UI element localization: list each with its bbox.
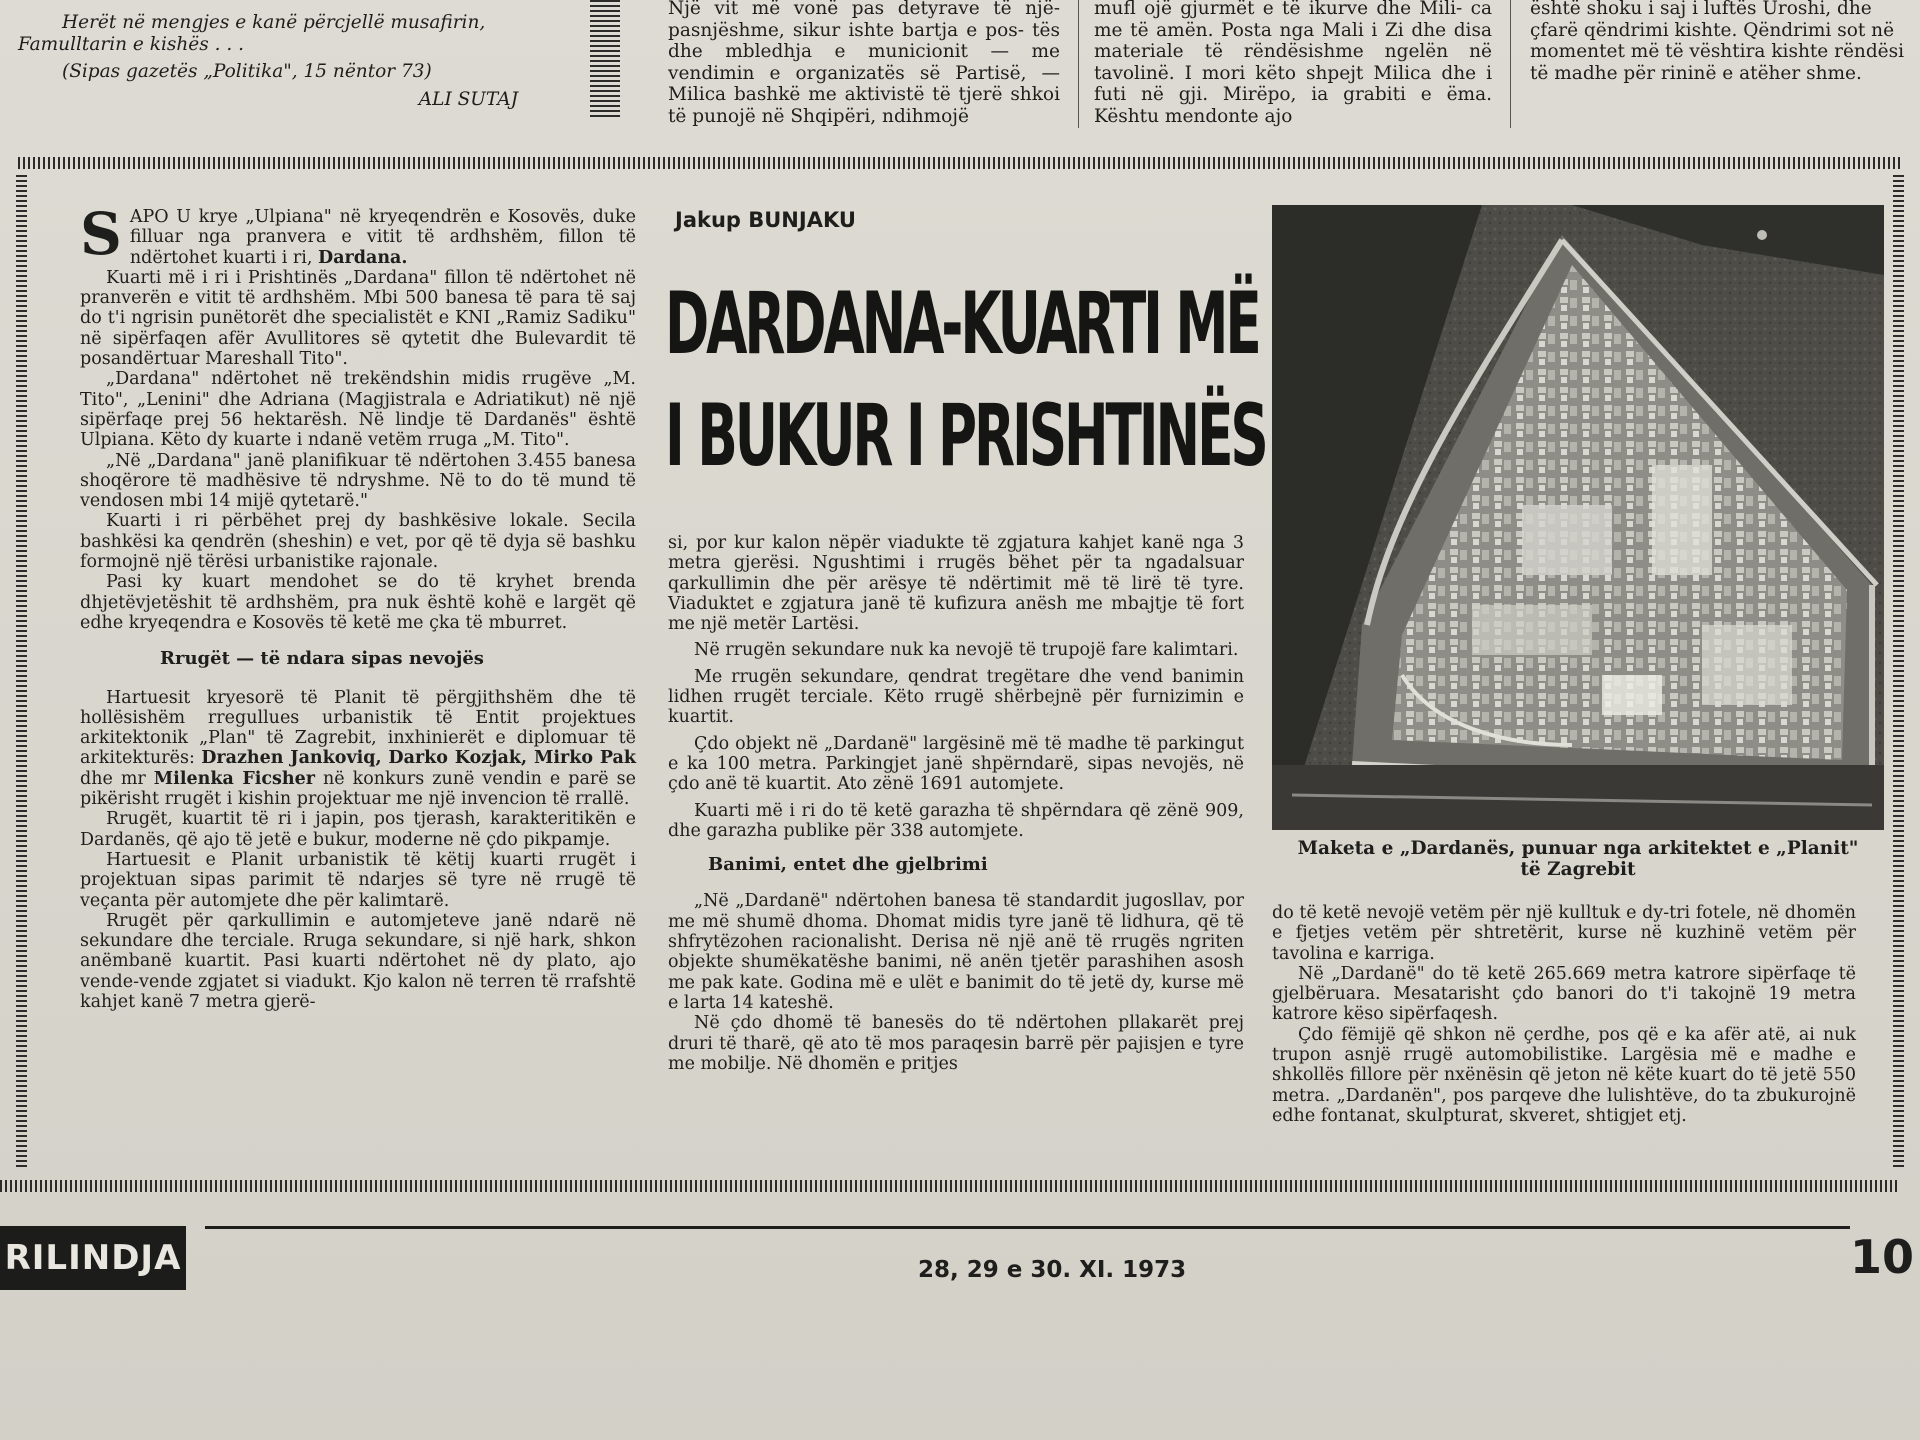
col2-paragraph: Çdo objekt në „Dardanë" largësinë më të madhe të parkingut e ka 100 metra. Parkingjet janë shpërndarë, sipas nevojës, në çdo anë të kuartit. Ato zënë 1691 automjete. [668, 733, 1244, 795]
col2-paragraph: „Në „Dardanë" ndërtohen banesa të standardit jugosllav, por me më shumë dhoma. Dhomat midis tyre janë të lidhura, që të shfrytëzohen racionalisht. Derisa në një anë të rrugës ngriten objekte shumëkatëshe banimi, në anën tjetër parashihen asosh me pak kate. Godina më e ulët e banimit do të jetë dy, kurse më e larta 14 kateshë. [668, 891, 1244, 1013]
top-column-4 [1530, 0, 1910, 84]
col1-paragraph-planners [80, 688, 636, 810]
frame-bottom-border [0, 1180, 1900, 1192]
footer-rule [205, 1226, 1850, 1229]
col3-paragraph: do të ketë nevojë vetëm për një kulltuk e dy-tri fotele, në dhomën e fjetjes vetëm për shtretërit, kurse në kuzhinë vetëm për tavolina e karriga. [1272, 903, 1856, 964]
frame-top-border [18, 157, 1900, 169]
article-column-3 [1272, 903, 1856, 1126]
article-author: Jakup BUNJAKU [675, 208, 856, 232]
col3-paragraph: Në „Dardanë" do të ketë 265.669 metra katrore sipërfaqe të gjelbëruara. Mesatarisht çdo banori do t'i takojnë 19 metra katrore këso sipërfaqesh. [1272, 963, 1856, 1025]
top-col4-text: është shoku i saj i luftës Uroshi, dhe çfarë qëndrimi kishte. Qëndrimi sot në momentet më të vështira kishte rëndësi të madhe për rininë e atëher shme. [1530, 0, 1905, 84]
col2-paragraph: Kuarti më i ri do të ketë garazha të shpërndara që zënë 909, dhe garazha publike për 338 automjete. [668, 800, 1244, 841]
page-number: 10 [1850, 1230, 1915, 1284]
intro-bold: Dardana. [318, 247, 408, 268]
col1-paragraph: Pasi ky kuart mendohet se do të kryhet brenda dhjetëvjetëshit të ardhshëm, pra nuk është kohë e largët që edhe kryeqendra e Kosovës të ketë me çka të mburret. [80, 572, 636, 633]
col1-paragraph: „Në „Dardana" janë planifikuar të ndërtohen 3.455 banesa shoqërore të madhësive të ndryshme. Në to do të mund të vendosen mbi 14 mijë qytetarë." [80, 450, 636, 512]
intro-text: APO U krye „Ulpiana" në kryeqendrën e Kosovës, duke filluar nga pranvera e vitit të ardhshëm, fillon të ndërtohet kuarti i ri, [129, 207, 636, 268]
col3-paragraph: Çdo fëmijë që shkon në çerdhe, pos që e ka afër atë, ai nuk trupon asnjë rrugë automobilistike. Largësia më e madhe e shkollës fillore për nxënësin që jeton në këte kuart do të jetë 550 metra. „Dardanën", pos parqeve dhe lulishtëve, do ta zbukurojnë edhe fontanat, skulpturat, skveret, shtigjet etj. [1272, 1024, 1856, 1126]
dardana-model-photo [1272, 205, 1884, 830]
top-column-1 [18, 12, 518, 110]
top-column-2 [668, 0, 1060, 127]
model-illustration [1272, 205, 1884, 830]
col1-paragraph: Rrugët për qarkullimin e automjeteve janë ndarë në sekundare dhe terciale. Rruga sekundare, si një hark, shkon anëmbanë kuartit. Pasi kuarti ndërtohet në dy plato, ajo vende-vende zgjatet si viadukt. Kjo kalon në terren të rrafshtë kahjet kanë 7 metra gjerë- [80, 910, 636, 1012]
col1-paragraph: Kuarti më i ri i Prishtinës „Dardana" fillon të ndërtohet në pranverën e vitit të ardhshëm. Mbi 500 banesa të para të saj do t'i ngrisin punëtorët dhe specialistët e KNI „Ramiz Sadiku" në sipërfaqen afër Avullitores së qytetit dhe Bulevardit të posandërtuar Mareshall Tito". [80, 267, 636, 370]
col2-paragraph: Në çdo dhomë të banesës do të ndërtohen pllakarët prej druri të tharë, që ato të mos paraqesin barrë për pajisjen e tyre me mobilje. Në dhomën e pritjes [668, 1013, 1244, 1074]
planners-text-end: në konkurs zunë vendin e parë se pikërisht rrugët i kishin projektuar me një invencion të rrallë. [80, 768, 636, 810]
col1-paragraph: „Dardana" ndërtohet në trekëndshin midis rrugëve „M. Tito", „Lenini" dhe Adriana (Magjistrala e Adriatikut) në një sipërfaqe prej 56 hektarësh. Në lindje të Dardanës" është Ulpiana. Këto dy kuarte i ndanë vetëm rruga „M. Tito". [80, 369, 636, 451]
article-column-1 [80, 200, 636, 1012]
issue-date: 28, 29 e 30. XI. 1973 [918, 1257, 1187, 1283]
top-col2-text: Një vit më vonë pas detyrave të një- pasnjëshme, sikur ishte bartja e pos- tës dhe mbledhja e municionit — me vendimin e organizatës së Partisë, — Milica bashkë me aktivistë të tjerë shkoi të punojë në Shqipëri, ndihmojë [668, 0, 1060, 127]
planners-text-mid: dhe mr [80, 768, 146, 789]
headline-line-2: I BUKUR I PRISHTINËS [665, 386, 1266, 486]
drop-cap: S [80, 200, 122, 268]
col2-paragraph: Me rrugën sekundare, qendrat tregëtare dhe vend banimin lidhen rrugët terciale. Këto rrugë shërbejnë për furnizimin e kuartit. [668, 666, 1244, 728]
frame-right-border [1893, 175, 1904, 1170]
top-hatch-rule [590, 0, 620, 120]
top-col1-line2: Famulltarin e kishës . . . [18, 33, 245, 55]
caption-line-2: të Zagrebit [1520, 859, 1636, 880]
top-col1-line3: (Sipas gazetës „Politika", 15 nëntor 73) [62, 61, 432, 82]
col1-paragraph: Hartuesit e Planit urbanistik të këtij kuarti rrugët i projektuan sipas parimit të ndarjes së tyre në rrugë të veçanta për automjete dhe për kalimtarë. [80, 849, 636, 911]
top-col1-line1: Herët në mengjes e kanë përcjellë musafirin, [62, 12, 486, 33]
caption-line-1: Maketa e „Dardanës, punuar nga arkitektet e „Planit" [1297, 838, 1859, 859]
frame-left-border [16, 175, 27, 1170]
subheading-housing: Banimi, entet dhe gjelbrimi [708, 854, 988, 876]
newspaper-masthead: RILINDJA [0, 1226, 186, 1290]
col1-paragraph: Rrugët, kuartit të ri i japin, pos tjerash, karakteritikën e Dardanës, që ajo të jetë e bukur, moderne në çdo pikpamje. [80, 809, 636, 850]
article-intro [80, 200, 636, 268]
top-column-3 [1094, 0, 1492, 127]
col2-paragraph: si, por kur kalon nëpër viadukte të zgjatura kahjet kanë nga 3 metra gjerësi. Ngushtimi i rrugës bëhet për ta ngadalsuar qarkullimin dhe për arësye të ndërtimit më të lirë të tyre. Viaduktet e zgjatura janë të kufizura anësh me mbajtje të fort me një metër Lartësi. [668, 533, 1244, 635]
col2-paragraph: Në rrugën sekundare nuk ka nevojë të trupojë fare kalimtari. [694, 640, 1239, 661]
article-headline [665, 268, 1266, 508]
col1-paragraph: Kuarti i ri përbëhet prej dy bashkësive lokale. Secila bashkësi ka qendrën (sheshin) e vet, por që të dyja së bashku formojnë një tërësi urbanistike rajonale. [80, 511, 636, 573]
top-col3-text: mufl ojë gjurmët e të ikurve dhe Mili- ca me të amën. Posta nga Mali i Zi dhe disa materiale të rëndësishme ngelën në tavolinë. I mori këto shpejt Milica dhe i futi në gji. Mirëpo, ia grabiti e ëma. Kështu mendonte ajo [1094, 0, 1492, 127]
planners-names: Drazhen Jankoviq, Darko Kozjak, Mirko Pak [201, 748, 636, 769]
subheading-roads: Rrugët — të ndara sipas nevojës [160, 648, 484, 670]
top-col1-signature: ALI SUTAJ [418, 88, 518, 110]
photo-caption [1272, 838, 1884, 880]
top-separator-2 [1510, 0, 1511, 128]
top-separator-1 [1078, 0, 1079, 128]
article-column-2 [668, 533, 1244, 1074]
planners-text-start: Hartuesit kryesorë të Planit të përgjithshëm dhe të hollësishëm rregullues urbanistik të Entit projektues arkitektonik „Plan" të Zagrebit, inxhinierët e diplomuar të arkitekturës: [80, 687, 636, 769]
headline-line-1: DARDANA-KUARTI MË [665, 274, 1259, 374]
planners-name-2: Milenka Ficsher [153, 768, 315, 789]
